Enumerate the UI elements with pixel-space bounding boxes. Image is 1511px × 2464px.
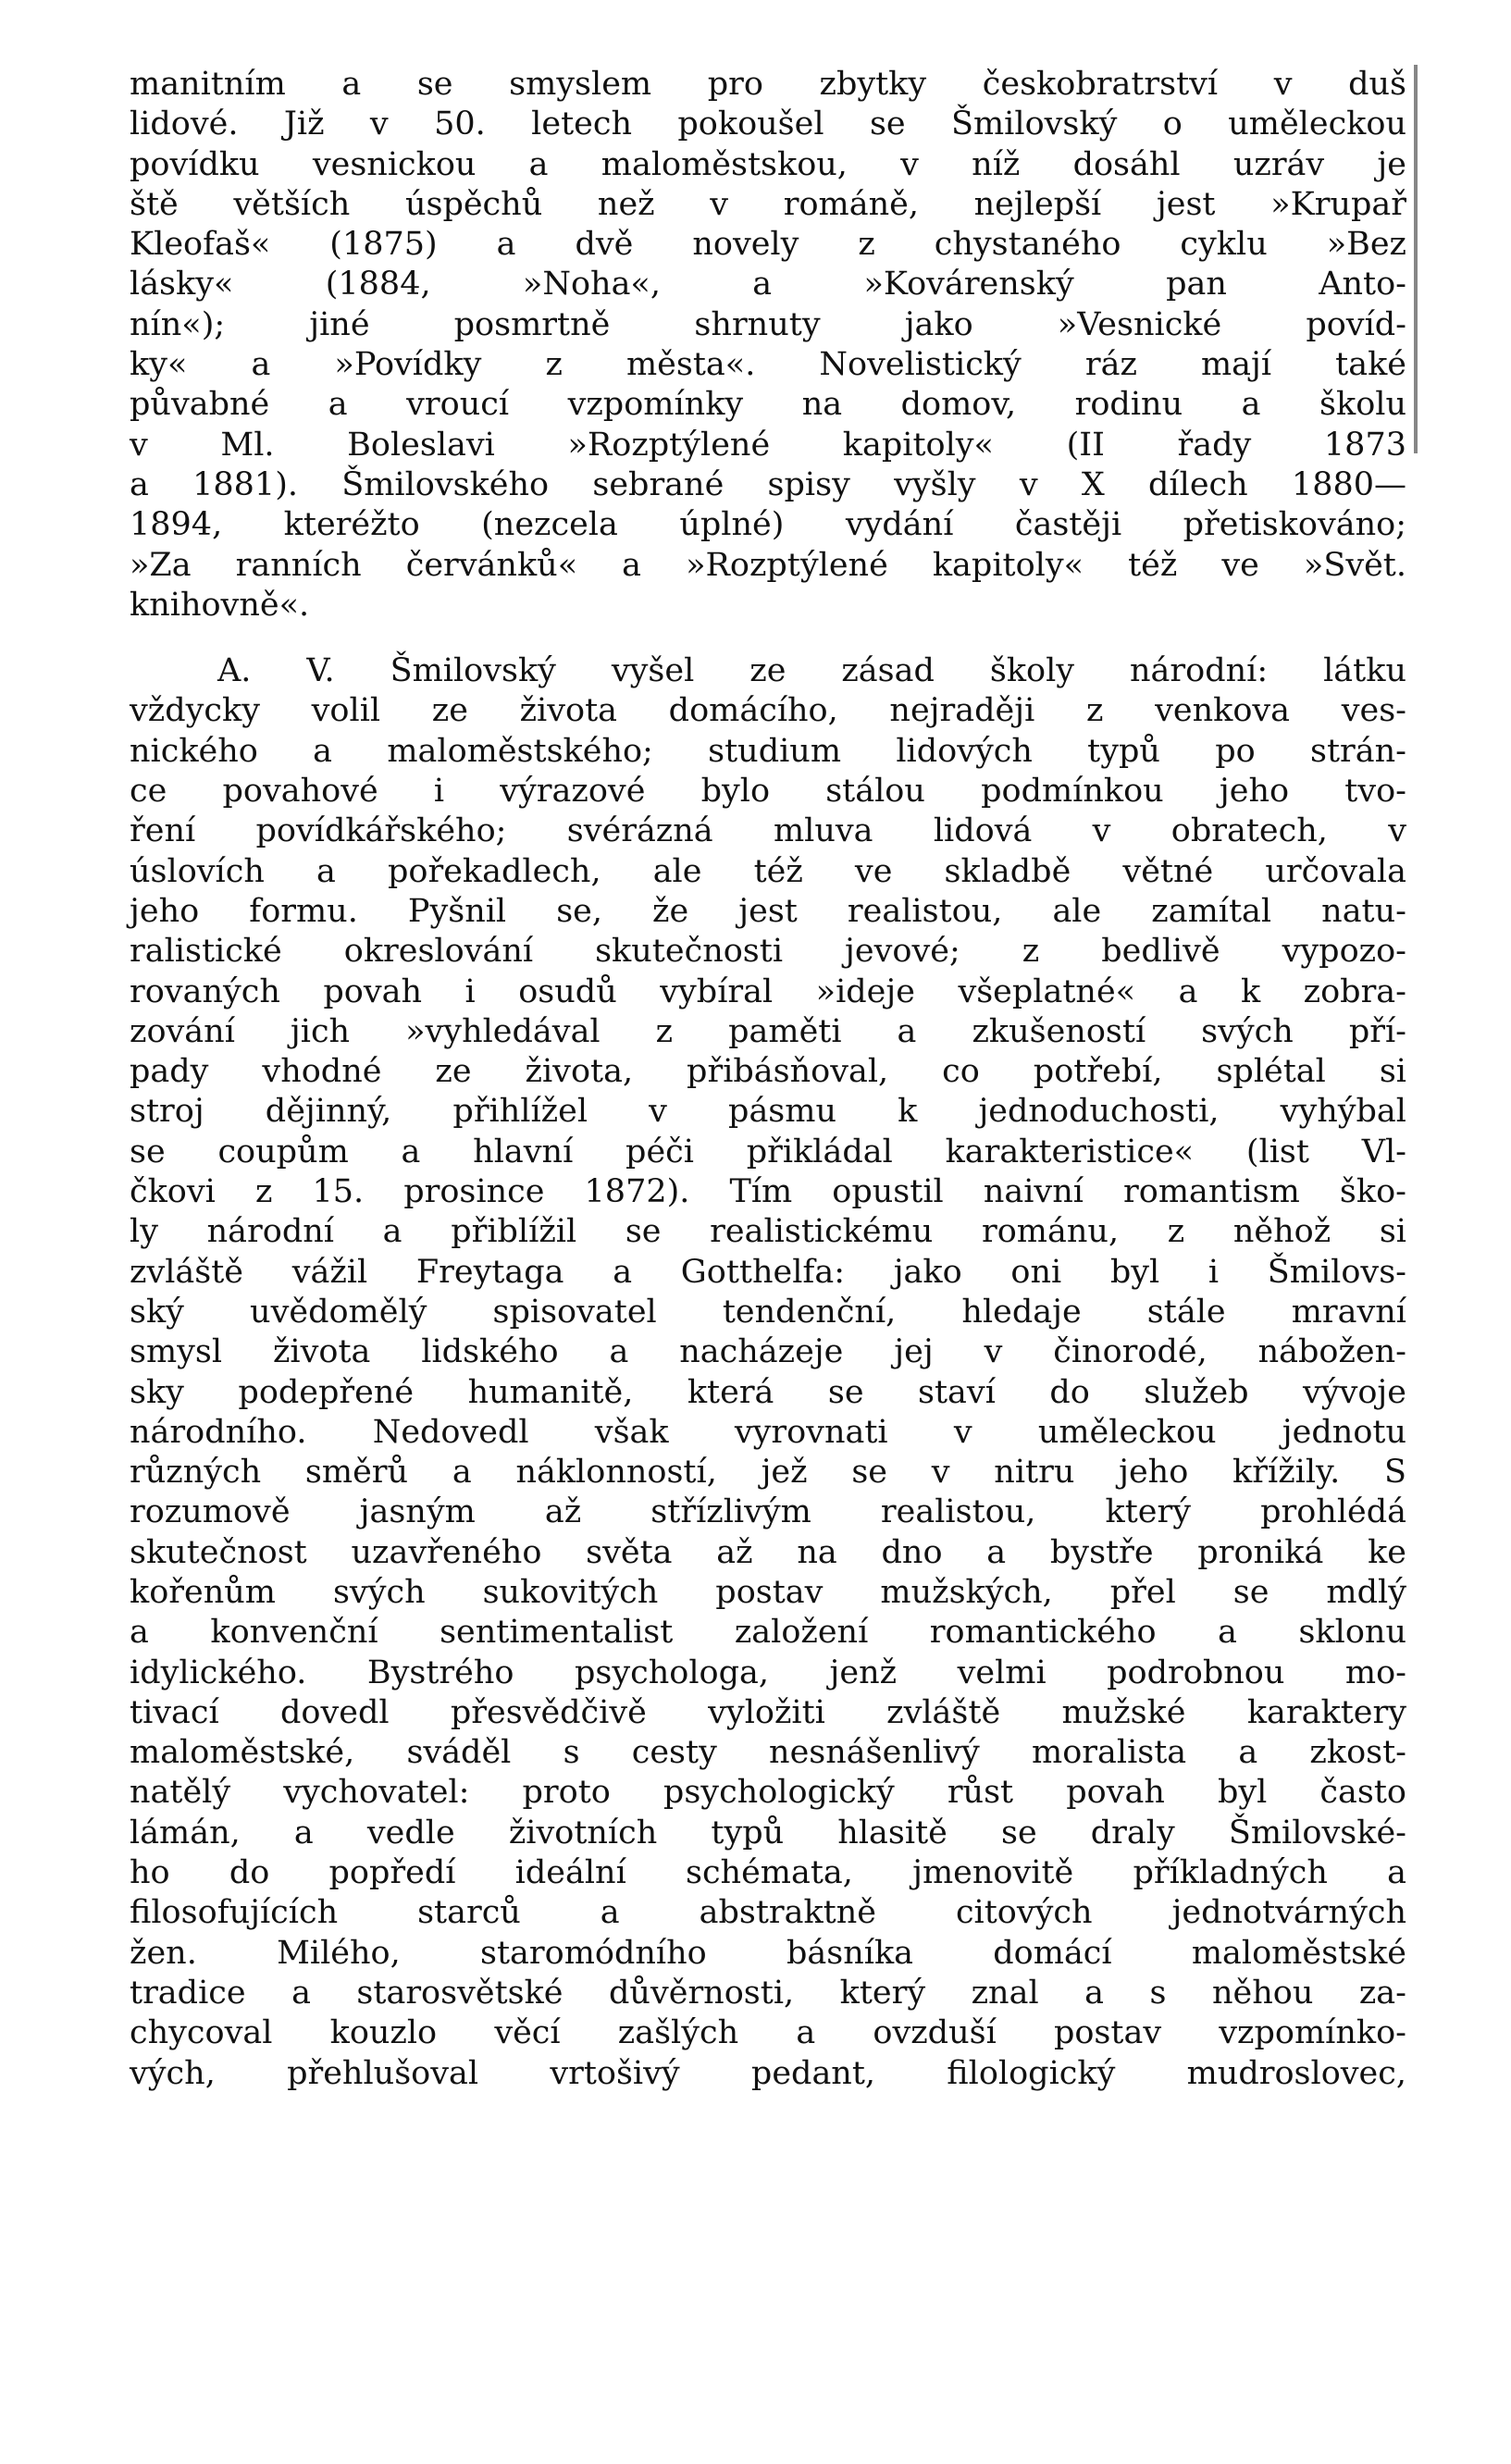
text-line: lásky« (1884, »Noha«, a »Kovárenský pan Anto- bbox=[130, 266, 1406, 303]
paragraph-1 bbox=[130, 65, 1406, 625]
text-line: skutečnost uzavřeného světa až na dno a bystře proniká ke bbox=[130, 1533, 1406, 1571]
book-page bbox=[130, 65, 1406, 2094]
text-line: sky podepřené humanitě, která se staví do služeb vývoje bbox=[130, 1373, 1406, 1411]
text-line: vždycky volil ze života domácího, nejraději z venkova ves- bbox=[130, 692, 1406, 730]
text-line: nického a maloměstského; studium lidových typů po strán- bbox=[130, 732, 1406, 770]
text-line: půvabné a vroucí vzpomínky na domov, rodinu a školu bbox=[130, 386, 1406, 424]
text-line: národního. Nedovedl však vyrovnati v uměleckou jednotu bbox=[130, 1413, 1406, 1451]
text-line: vých, přehlušoval vrtošivý pedant, filologický mudroslovec, bbox=[130, 2054, 1406, 2092]
text-line: 1894, kteréžto (nezcela úplné) vydání častěji přetiskováno; bbox=[130, 506, 1406, 544]
text-line: rovaných povah i osudů vybíral »ideje všeplatné« a k zobra- bbox=[130, 972, 1406, 1010]
text-line: smysl života lidského a nacházeje jej v činorodé, nábožen- bbox=[130, 1333, 1406, 1371]
text-line: »Za ranních červánků« a »Rozptýlené kapitoly« též ve »Svět. bbox=[130, 546, 1406, 584]
scan-page-edge bbox=[1405, 65, 1418, 453]
text-line: rozumově jasným až střízlivým realistou, který prohlédá bbox=[130, 1493, 1406, 1531]
text-line: stroj dějinný, přihlížel v pásmu k jednoduchosti, vyhýbal bbox=[130, 1093, 1406, 1131]
text-line: se coupům a hlavní péči přikládal karakteristice« (list Vl- bbox=[130, 1133, 1406, 1170]
text-line: ce povahové i výrazové bylo stálou podmínkou jeho tvo- bbox=[130, 773, 1406, 811]
text-line: úslovích a pořekadlech, ale též ve skladbě větné určovala bbox=[130, 852, 1406, 890]
text-line: různých směrů a náklonností, jež se v nitru jeho křížily. S bbox=[130, 1454, 1406, 1492]
text-line: lámán, a vedle životních typů hlasitě se draly Šmilovské- bbox=[130, 1814, 1406, 1851]
text-line: ralistické okreslování skutečnosti jevové; z bedlivě vypozo- bbox=[130, 933, 1406, 971]
text-line: ření povídkářského; svérázná mluva lidová v obratech, v bbox=[130, 812, 1406, 850]
paragraph-2 bbox=[130, 651, 1406, 2094]
text-line: idylického. Bystrého psychologa, jenž velmi podrobnou mo- bbox=[130, 1653, 1406, 1691]
text-line: natělý vychovatel: proto psychologický růst povah byl často bbox=[130, 1774, 1406, 1812]
text-line: žen. Milého, staromódního básníka domácí maloměstské bbox=[130, 1934, 1406, 1972]
text-line: ště větších úspěchů než v románě, nejlepší jest »Krupař bbox=[130, 185, 1406, 223]
text-line: a 1881). Šmilovského sebrané spisy vyšly v X dílech 1880— bbox=[130, 465, 1406, 503]
text-line: v Ml. Boleslavi »Rozptýlené kapitoly« (II řady 1873 bbox=[130, 426, 1406, 464]
text-line: ho do popředí ideální schémata, jmenovitě příkladných a bbox=[130, 1854, 1406, 1892]
text-line: maloměstské, sváděl s cesty nesnášenlivý moralista a zkost- bbox=[130, 1734, 1406, 1772]
text-line: jeho formu. Pyšnil se, že jest realistou, ale zamítal natu- bbox=[130, 892, 1406, 930]
text-line: zvláště vážil Freytaga a Gotthelfa: jako oni byl i Šmilovs- bbox=[130, 1253, 1406, 1291]
text-line: Kleofaš« (1875) a dvě novely z chystaného cyklu »Bez bbox=[130, 226, 1406, 264]
text-line: A. V. Šmilovský vyšel ze zásad školy národní: látku bbox=[217, 652, 1406, 690]
text-line: zování jich »vyhledával z paměti a zkušeností svých pří- bbox=[130, 1012, 1406, 1050]
text-line: pady vhodné ze života, přibásňoval, co potřebí, splétal si bbox=[130, 1053, 1406, 1091]
paragraph-gap bbox=[130, 625, 1406, 651]
text-line: chycoval kouzlo věcí zašlých a ovzduší postav vzpomínko- bbox=[130, 2014, 1406, 2052]
text-line: ly národní a přiblížil se realistickému románu, z něhož si bbox=[130, 1213, 1406, 1251]
text-line: povídku vesnickou a maloměstskou, v níž dosáhl uzráv je bbox=[130, 145, 1406, 183]
text-line: lidové. Již v 50. letech pokoušel se Šmilovský o uměleckou bbox=[130, 105, 1406, 143]
text-line: ky« a »Povídky z města«. Novelistický ráz mají také bbox=[130, 346, 1406, 384]
text-line: nín«); jiné posmrtně shrnuty jako »Vesnické povíd- bbox=[130, 305, 1406, 343]
text-line: tivací dovedl přesvědčivě vyložiti zvláště mužské karaktery bbox=[130, 1693, 1406, 1731]
text-line: čkovi z 15. prosince 1872). Tím opustil naivní romantism ško- bbox=[130, 1173, 1406, 1211]
text-line: manitním a se smyslem pro zbytky českobratrství v duš bbox=[130, 66, 1406, 103]
text-line: kořenům svých sukovitých postav mužských, přel se mdlý bbox=[130, 1573, 1406, 1611]
text-line: tradice a starosvětské důvěrnosti, který znal a s něhou za- bbox=[130, 1974, 1406, 2012]
text-line: filosofujících starců a abstraktně citových jednotvárných bbox=[130, 1894, 1406, 1932]
text-line: knihovně«. bbox=[130, 586, 310, 624]
text-line: a konvenční sentimentalist založení romantického a sklonu bbox=[130, 1614, 1406, 1652]
text-line: ský uvědomělý spisovatel tendenční, hledaje stále mravní bbox=[130, 1293, 1406, 1331]
